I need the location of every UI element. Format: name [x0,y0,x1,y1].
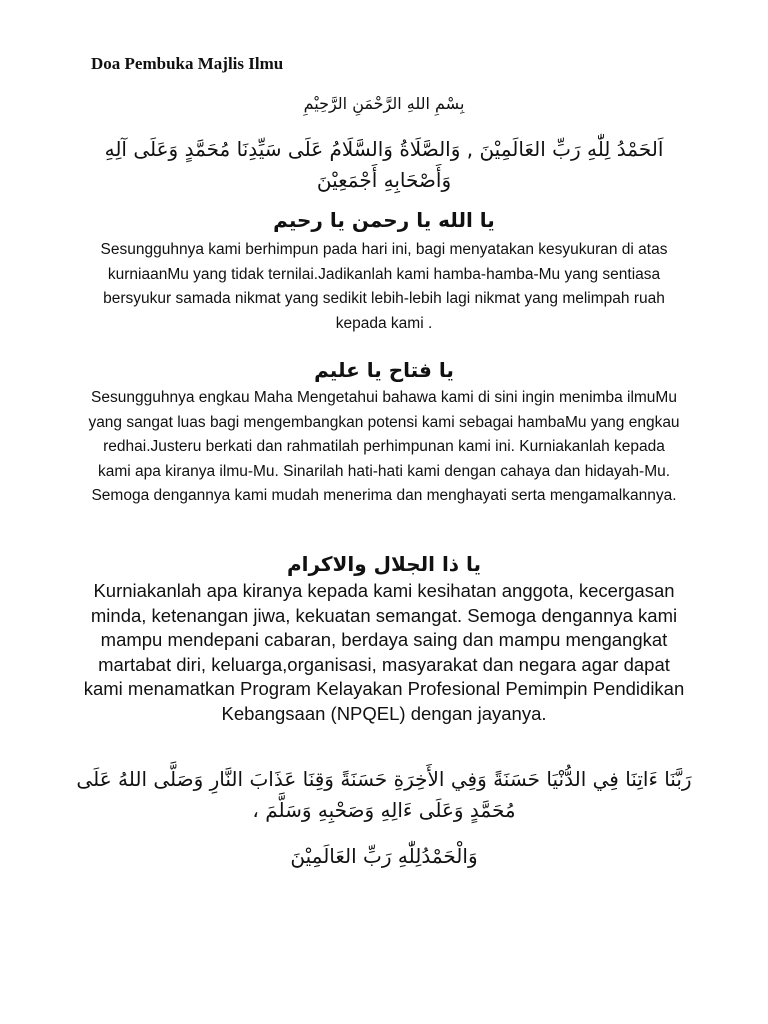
section-1-heading: يا الله يا رحمن يا رحيم [273,208,495,232]
opening-praise: اَلحَمْدُ لِلّٰهِ رَبِّ العَالَمِيْنَ , وَالصَّلَاةُ وَالسَّلَامُ عَلَى سَيِّدِنَا مُحَمَّدٍ وَعَلَى آلِهِ وَأَصْحَابِهِ أَجْمَعِيْنَ [104,137,664,192]
basmala-line: بِسْمِ اللهِ الرَّحْمَنِ الرَّحِيْمِ [303,94,465,113]
document-title: Doa Pembuka Majlis Ilmu [91,54,284,73]
closing-dua: رَبَّنَا ءَاتِنَا فِي الدُّنْيَا حَسَنَةً وَفِي الأَخِرَةِ حَسَنَةً وَقِنَا عَذَابَ النَّارِ وَصَلَّى اللهُ عَلَى مُحَمَّدٍ وَعَلَى ءَالِهِ وَصَحْبِهِ وَسَلَّمَ ، [76,767,692,822]
section-2-heading: يا فتاح يا عليم [314,358,454,382]
section-3-heading: يا ذا الجلال والاكرام [286,552,482,576]
section-1-text: Sesungguhnya kami berhimpun pada hari ini, bagi menyatakan kesyukuran di atas kurniaanMu yang tidak ternilai.Jadikanlah kami hamba-hamba-Mu yang sentiasa bersyukur samada nikmat yang sedikit lebih-lebih lagi nikmat yang melimpah ruah kepada kami . [100,241,668,332]
section-3-text: Kurniakanlah apa kiranya kepada kami kesihatan anggota, kecergasan minda, ketenangan jiwa, kekuatan semangat. Semoga dengannya kami mampu mendepani cabaran, berdaya saing dan mampu mengangkat martabat diri, keluarga,organisasi, masyarakat dan negara agar dapat kami menamatkan Program Kelayakan Profesional Pemimpin Pendidikan Kebangsaan (NPQEL) dengan jayanya. [83,580,685,724]
final-praise: وَالْحَمْدُلِلّٰهِ رَبِّ العَالَمِيْنَ [290,844,478,868]
section-2-text: Sesungguhnya engkau Maha Mengetahui bahawa kami di sini ingin menimba ilmuMu yang sangat luas bagi mengembangkan potensi kami sebagai hambaMu yang engkau redhai.Justeru berkati dan rahmatilah perhimpunan kami ini. Kurniakanlah kepada kami apa kiranya ilmu-Mu. Sinarilah hati-hati kami dengan cahaya dan hidayah-Mu. Semoga dengannya kami mudah menerima dan menghayati serta mengamalkannya. [88,389,680,504]
